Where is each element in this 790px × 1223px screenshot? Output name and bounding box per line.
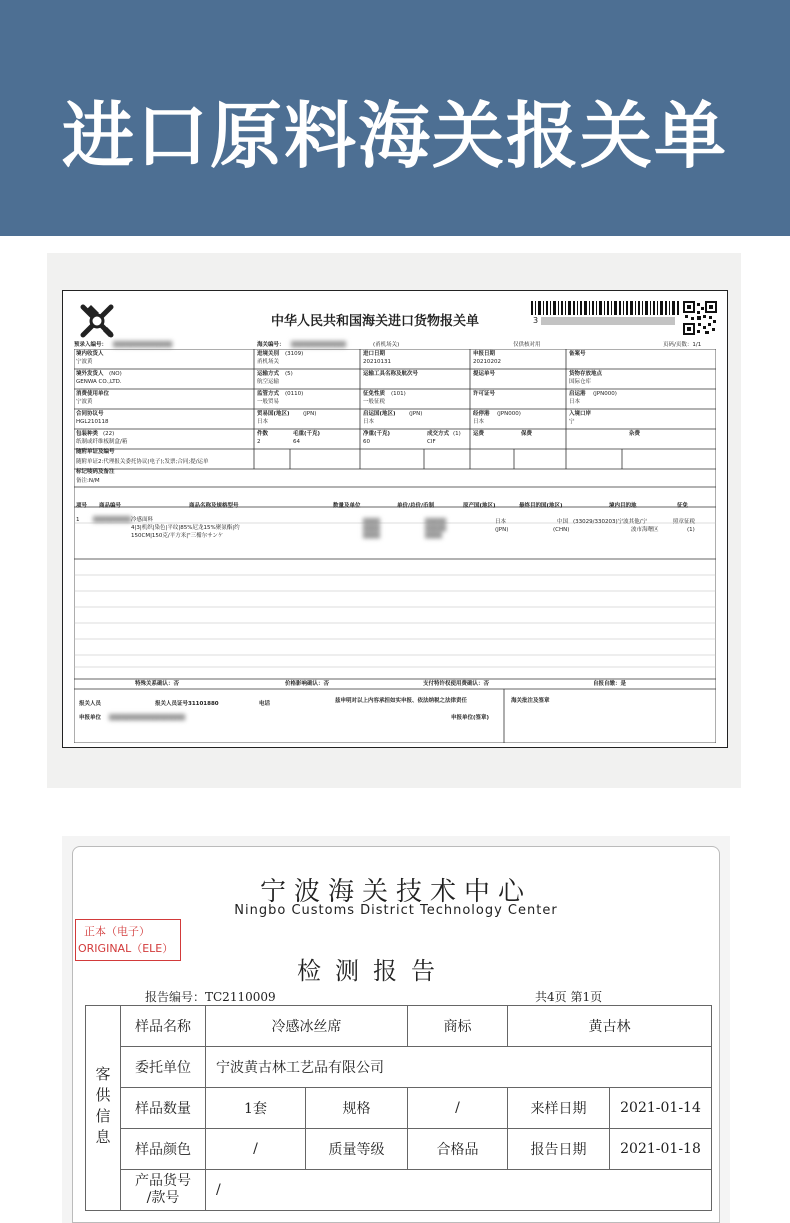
customs-declaration-form xyxy=(62,290,728,748)
goods-header-name: 商品名称及规格型号 xyxy=(189,503,239,509)
report-title: 检测报告 xyxy=(297,957,449,985)
license-label: 许可证号 xyxy=(473,391,496,397)
consignee-value: 宁波黄 xyxy=(76,359,93,365)
brand-value: 黄古林 xyxy=(508,1006,712,1047)
terms-label: 成交方式 xyxy=(427,431,450,437)
gross-weight-value: 64 xyxy=(293,439,300,445)
center-name-en: Ningbo Customs District Technology Center xyxy=(234,903,558,918)
package-label: 包装种类 xyxy=(76,431,99,437)
customs-emblem-icon xyxy=(77,301,117,341)
storage-value: 国际仓库 xyxy=(569,379,592,385)
vessel-label: 运输工具名称及航次号 xyxy=(363,371,419,377)
declarant-redacted: ██████████████████ xyxy=(109,715,186,721)
marks-value: 备注:N/M xyxy=(76,478,100,484)
declarant-seal: 申报单位(签章) xyxy=(451,715,490,721)
transport-value: 航空运输 xyxy=(257,379,280,385)
page-label: 页码/页数：1/1 xyxy=(663,342,702,348)
goods-levy: 照章征税 xyxy=(673,519,696,525)
import-date-value: 20210131 xyxy=(363,359,391,365)
goods-dest-code: (CHN) xyxy=(553,527,570,533)
received-date-label: 来样日期 xyxy=(508,1088,610,1129)
stamp-line2: ORIGINAL（ELE） xyxy=(78,942,174,955)
goods-header-levy: 征免 xyxy=(677,503,689,509)
goods-name: 冷感面料 xyxy=(131,517,154,523)
goods-header-price: 单价/总价/币制 xyxy=(397,503,435,509)
transit-port-value: 日本 xyxy=(473,419,485,425)
goods-spec-line2: 150CM|150克/平方米|"三楯尔サンケ xyxy=(131,533,224,539)
original-stamp xyxy=(75,919,181,961)
sample-color-label: 样品颜色 xyxy=(121,1129,206,1170)
overseas-value: GENWA CO.,LTD. xyxy=(76,379,122,385)
declare-date-value: 20210202 xyxy=(473,359,501,365)
consignee-label: 境内收货人 xyxy=(76,351,104,357)
entry-person-label: 报关人员 xyxy=(79,701,102,707)
barcode-suffix: 3 xyxy=(533,316,539,325)
declarant-label: 申报单位 xyxy=(79,715,102,721)
report-date-label: 报告日期 xyxy=(508,1129,610,1170)
declaration-title: 中华人民共和国海关进口货物报关单 xyxy=(271,314,480,329)
phone-label: 电话 xyxy=(259,701,271,707)
legal-statement: 兹申明对以上内容承担如实申报、依法纳税之法律责任 xyxy=(335,698,468,704)
goods-domestic-line2: 波市海曙区 xyxy=(631,527,659,533)
preentry-label: 预录入编号： xyxy=(74,342,108,348)
customs-no-label: 海关编号： xyxy=(257,342,285,348)
sample-qty-label: 样品数量 xyxy=(121,1088,206,1129)
goods-header-origin: 原产国(地区) xyxy=(463,503,496,509)
net-weight-label: 净重(千克) xyxy=(363,431,391,437)
entry-port-label: 入境口岸 xyxy=(569,411,592,417)
page-count: 共4页 第1页 xyxy=(535,990,603,1004)
contract-label: 合同协议号 xyxy=(76,411,104,417)
goods-header-code: 商品编号 xyxy=(99,503,122,509)
pieces-value: 2 xyxy=(257,439,261,445)
spec-value: / xyxy=(408,1088,508,1129)
transport-code: (5) xyxy=(285,371,293,377)
test-report xyxy=(72,846,720,1223)
terms-value: CIF xyxy=(427,439,436,445)
docs-value: 随附单证2:代理报关委托协议(电子);发票;合同;提/运单 xyxy=(76,459,209,465)
departure-country-label: 启运国(地区) xyxy=(363,411,396,417)
client-info-table xyxy=(85,1005,712,1211)
confirm-special: 特殊关系确认：否 xyxy=(135,681,180,687)
net-weight-value: 60 xyxy=(363,439,370,445)
sample-qty-value: 1套 xyxy=(206,1088,306,1129)
customs-office: (甬机场关) xyxy=(373,342,400,348)
departure-country-value: 日本 xyxy=(363,419,375,425)
origin-port-label: 启运港 xyxy=(569,391,586,397)
trade-country-value: 日本 xyxy=(257,419,269,425)
goods-origin: 日本 xyxy=(495,519,507,525)
levy-value: 一般征税 xyxy=(363,399,386,405)
qr-code-icon xyxy=(683,301,717,335)
marks-label: 标记唛码及备注 xyxy=(76,469,115,475)
consumer-value: 宁波黄 xyxy=(76,399,93,405)
product-no-label-line1: 产品货号 xyxy=(135,1173,191,1189)
sample-name-value: 冷感冰丝席 xyxy=(206,1006,408,1047)
entry-customs-label: 进境关别 xyxy=(257,351,280,357)
consumer-label: 消费使用单位 xyxy=(76,391,110,397)
goods-code-redacted: █████████ xyxy=(93,517,132,523)
banner-title: 进口原料海关报关单 xyxy=(61,94,728,178)
quality-grade-label: 质量等级 xyxy=(306,1129,408,1170)
quality-grade-value: 合格品 xyxy=(408,1129,508,1170)
client-info-label: 客供信息 xyxy=(86,1006,121,1211)
received-date-value: 2021-01-14 xyxy=(610,1088,712,1129)
overseas-label: 境外发货人 xyxy=(76,371,104,377)
goods-levy-code: (1) xyxy=(687,527,695,533)
product-no-label-line2: /款号 xyxy=(146,1190,180,1206)
storage-label: 货物存放地点 xyxy=(569,371,603,377)
preentry-value-redacted: ██████████████ xyxy=(113,342,173,348)
declare-date-label: 申报日期 xyxy=(473,351,496,357)
package-value: 纸制或纤维板制盒/箱 xyxy=(76,439,128,445)
barcode xyxy=(531,301,679,327)
goods-dest: 中国 xyxy=(557,519,569,525)
sample-color-value: / xyxy=(206,1129,306,1170)
levy-label: 征免性质 xyxy=(363,391,386,397)
brand-label: 商标 xyxy=(408,1006,508,1047)
supervision-code: (0110) xyxy=(285,391,304,397)
transit-port-code: (JPN000) xyxy=(497,411,521,417)
docs-label: 随附单证及编号 xyxy=(76,449,115,455)
goods-spec-line1: 4|3|机织|染色|平纹|85%尼龙15%聚氨酯|约 xyxy=(131,525,240,531)
report-date-value: 2021-01-18 xyxy=(610,1129,712,1170)
terms-code: (1) xyxy=(453,431,461,437)
stamp-line1: 正本（电子） xyxy=(84,925,150,938)
product-no-value: / xyxy=(206,1170,712,1211)
origin-port-value: 日本 xyxy=(569,399,581,405)
entry-customs-code: (3109) xyxy=(285,351,304,357)
copy-note: 仅供核对用 xyxy=(513,342,541,348)
customs-approval: 海关批注及签章 xyxy=(511,698,550,704)
confirm-royalty: 支付特许权使用费确认：否 xyxy=(423,681,490,687)
entry-cert: 报关人员证号31101880 xyxy=(155,701,219,707)
pieces-label: 件数 xyxy=(257,431,269,437)
contract-value: HGL210118 xyxy=(76,419,109,425)
misc-label: 杂费 xyxy=(629,431,641,437)
trade-country-code: (JPN) xyxy=(303,411,317,417)
goods-header-qty: 数量及单位 xyxy=(333,503,361,509)
gross-weight-label: 毛重(千克) xyxy=(293,431,321,437)
confirm-self: 自报自缴：是 xyxy=(593,681,627,687)
goods-qty-redacted: ████ ████ ████ xyxy=(363,519,380,539)
goods-price-redacted: █████ █████ ████ xyxy=(425,519,447,539)
goods-header-domestic: 境内目的地 xyxy=(609,503,637,509)
package-code: (22) xyxy=(103,431,115,437)
spec-label: 规格 xyxy=(306,1088,408,1129)
customs-no-value-redacted: █████████████ xyxy=(291,342,346,348)
departure-country-code: (JPN) xyxy=(409,411,423,417)
entry-port-value: 宁 xyxy=(569,419,575,425)
entrust-value: 宁波黄古林工艺品有限公司 xyxy=(206,1047,712,1088)
filing-label: 备案号 xyxy=(569,351,586,357)
confirm-price: 价格影响确认：否 xyxy=(285,681,330,687)
goods-header-item: 项号 xyxy=(76,503,88,509)
product-no-label xyxy=(121,1170,206,1211)
entrust-label: 委托单位 xyxy=(121,1047,206,1088)
overseas-code: (NO) xyxy=(109,371,122,377)
center-name-cn: 宁波海关技术中心 xyxy=(259,877,532,907)
goods-header-dest: 最终目的国(地区) xyxy=(519,503,563,509)
supervision-value: 一般贸易 xyxy=(257,399,280,405)
entry-customs-value: 甬机场关 xyxy=(257,359,280,365)
freight-label: 运费 xyxy=(473,431,485,437)
trade-country-label: 贸易国(地区) xyxy=(257,411,290,417)
sample-name-label: 样品名称 xyxy=(121,1006,206,1047)
supervision-label: 监管方式 xyxy=(257,391,280,397)
origin-port-code: (JPN000) xyxy=(593,391,617,397)
goods-item-no: 1 xyxy=(76,517,80,523)
report-number: 报告编号：TC2110009 xyxy=(145,990,276,1004)
bill-label: 提运单号 xyxy=(473,371,496,377)
insurance-label: 保费 xyxy=(521,431,533,437)
import-date-label: 进口日期 xyxy=(363,351,386,357)
header-banner xyxy=(0,0,790,236)
levy-code: (101) xyxy=(391,391,406,397)
transport-label: 运输方式 xyxy=(257,371,280,377)
goods-origin-code: (JPN) xyxy=(495,527,509,533)
goods-domestic: (33029/330203)宁波其他/宁 xyxy=(573,519,647,525)
transit-port-label: 经停港 xyxy=(473,411,490,417)
